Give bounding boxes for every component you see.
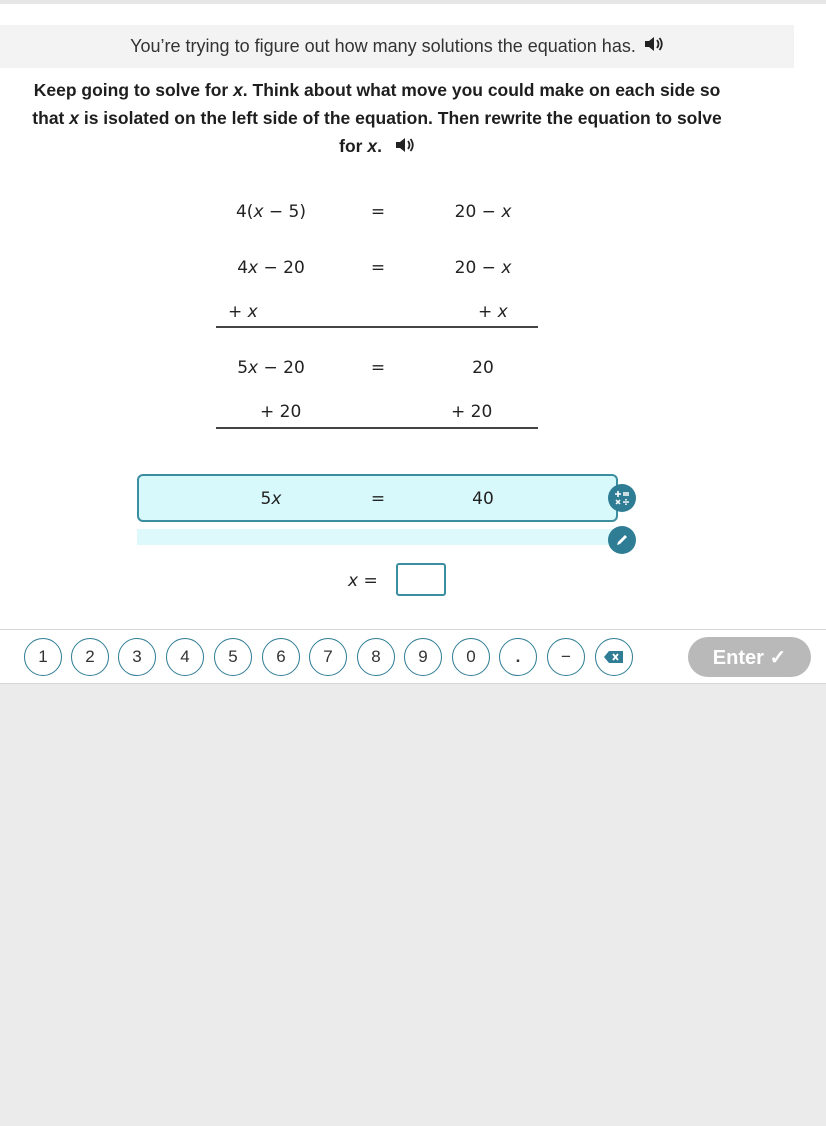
row5-left: + 20 — [260, 402, 302, 422]
hint-text: You’re trying to figure out how many solutions the equation has. — [130, 36, 636, 56]
row2-eq: = — [370, 258, 386, 278]
instruction-line-3-text: for x. — [339, 136, 382, 156]
speaker-icon[interactable] — [395, 133, 415, 161]
row1-left: 4(x − 5) — [235, 202, 306, 222]
row1-right: 20 − x — [454, 202, 512, 222]
rule-1 — [216, 326, 538, 328]
speaker-icon[interactable] — [644, 36, 664, 57]
row5-right: + 20 — [451, 402, 493, 422]
answer-input[interactable] — [396, 563, 446, 596]
key-4[interactable]: 4 — [166, 638, 204, 676]
instruction-line-1: Keep going to solve for x. Think about what move you could make on each side so — [33, 80, 721, 100]
row3-left: + x — [228, 302, 258, 322]
key-backspace[interactable] — [595, 638, 633, 676]
instruction-line-2: that x is isolated on the left side of the equation. Then rewrite the equation to solve — [32, 108, 722, 128]
key-8[interactable]: 8 — [357, 638, 395, 676]
row2-left: 4x − 20 — [237, 258, 305, 278]
row4-left: 5x − 20 — [237, 358, 305, 378]
row1-eq: = — [370, 202, 386, 222]
key-1[interactable]: 1 — [24, 638, 62, 676]
step-highlight-strip — [137, 529, 617, 545]
keypad-divider — [0, 629, 826, 630]
key-3[interactable]: 3 — [118, 638, 156, 676]
row2-right: 20 − x — [454, 258, 512, 278]
key-0[interactable]: 0 — [452, 638, 490, 676]
row4-right: 20 — [472, 358, 494, 378]
key-negative[interactable]: − — [547, 638, 585, 676]
backspace-icon — [603, 650, 625, 664]
row4-eq: = — [370, 358, 386, 378]
row6-eq: = — [370, 489, 386, 509]
key-decimal[interactable]: . — [499, 638, 537, 676]
top-strip — [0, 0, 826, 4]
rule-2 — [216, 427, 538, 429]
instruction-line-3 — [30, 132, 724, 161]
footer-area — [0, 683, 826, 1126]
key-5[interactable]: 5 — [214, 638, 252, 676]
operations-icon[interactable] — [608, 484, 636, 512]
key-9[interactable]: 9 — [404, 638, 442, 676]
instructions — [30, 76, 724, 161]
row6-right: 40 — [472, 489, 494, 509]
row3-right: + x — [478, 302, 508, 322]
row6-left: 5x — [260, 489, 282, 509]
key-7[interactable]: 7 — [309, 638, 347, 676]
final-x-equals: x = — [348, 571, 378, 591]
key-6[interactable]: 6 — [262, 638, 300, 676]
pencil-icon[interactable] — [608, 526, 636, 554]
hint-bar — [0, 25, 794, 68]
key-2[interactable]: 2 — [71, 638, 109, 676]
enter-button[interactable]: Enter ✓ — [688, 637, 811, 677]
